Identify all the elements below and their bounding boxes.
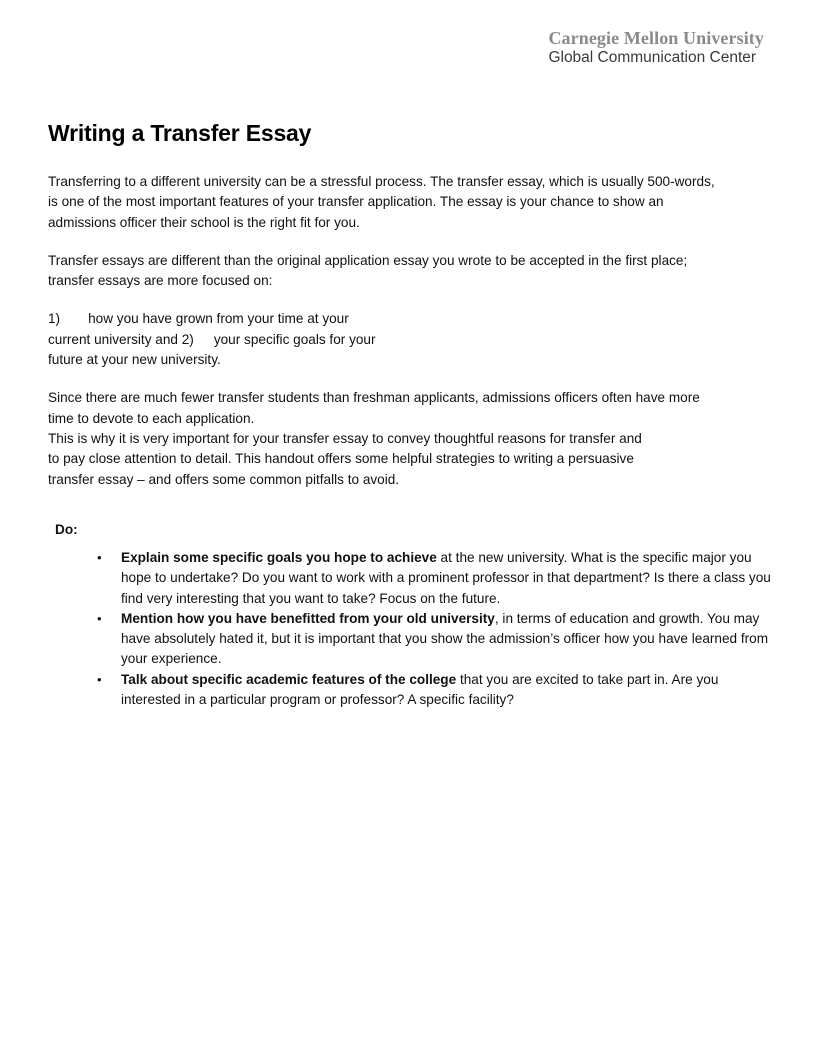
text-line: future at your new university.: [48, 352, 221, 368]
list-item: [97, 609, 781, 670]
item-lead: Talk about specific academic features of the college: [121, 671, 457, 687]
focus-list: [48, 309, 768, 370]
bullet-icon: •: [97, 550, 102, 565]
page-title: Writing a Transfer Essay: [48, 120, 312, 146]
logo-center-name: Global Communication Center: [548, 49, 757, 66]
focus-text: your specific goals for your: [213, 331, 376, 347]
bullet-icon: •: [97, 671, 102, 687]
text-line: Transfer essays are different than the original application essay you wrote to be accepted in the first place;: [48, 252, 688, 268]
do-list: [97, 548, 781, 710]
text-line: admissions officer their school is the right fit for you.: [48, 214, 360, 230]
intro-paragraph: [48, 172, 768, 233]
text-line: [48, 309, 768, 329]
do-section-label: Do:: [55, 522, 78, 537]
text-line: time to devote to each application.: [48, 410, 255, 426]
text-line: Since there are much fewer transfer students than freshman applicants, admissions officers often have more: [48, 390, 700, 406]
text-line: Transferring to a different university can be a stressful process. The transfer essay, which is usually 500-words,: [48, 174, 715, 189]
item-lead: Mention how you have benefitted from your old university: [121, 610, 495, 626]
item-text: , in terms of education and growth. You may have absolutely hated it, but it is important that you show the admission’s officer how you have learned from your experience.: [121, 610, 769, 667]
item-text: at the new university. What is the specific major you hope to undertake? Do you want to work with a prominent professor in that department? Is there a class you find very interesting that you want to take? Focus on the future.: [121, 550, 771, 606]
focus-number: 1): [48, 311, 61, 327]
focus-text: how you have grown from your time at your: [88, 311, 349, 327]
item-lead: Explain some specific goals you hope to achieve: [121, 550, 437, 565]
text-line: to pay close attention to detail. This handout offers some helpful strategies to writing a persuasive: [48, 451, 634, 467]
text-line: transfer essay – and offers some common pitfalls to avoid.: [48, 471, 400, 487]
difference-paragraph: [48, 251, 768, 292]
document-body: [48, 172, 768, 490]
focus-text: current university and 2): [48, 331, 194, 347]
bullet-icon: •: [97, 610, 102, 626]
logo-university-name: Carnegie Mellon University: [548, 28, 764, 48]
list-item: [97, 548, 781, 609]
text-line: This is why it is very important for your transfer essay to convey thoughtful reasons for transfer and: [48, 430, 642, 446]
text-line: [48, 330, 768, 350]
list-item: [97, 670, 781, 711]
since-paragraph: [48, 388, 768, 489]
item-text: that you are excited to take part in. Are you interested in a particular program or professor? A specific facility?: [121, 671, 719, 708]
text-line: is one of the most important features of your transfer application. The essay is your chance to show an: [48, 194, 664, 210]
text-line: transfer essays are more focused on:: [48, 273, 273, 289]
university-logo: [548, 28, 764, 67]
